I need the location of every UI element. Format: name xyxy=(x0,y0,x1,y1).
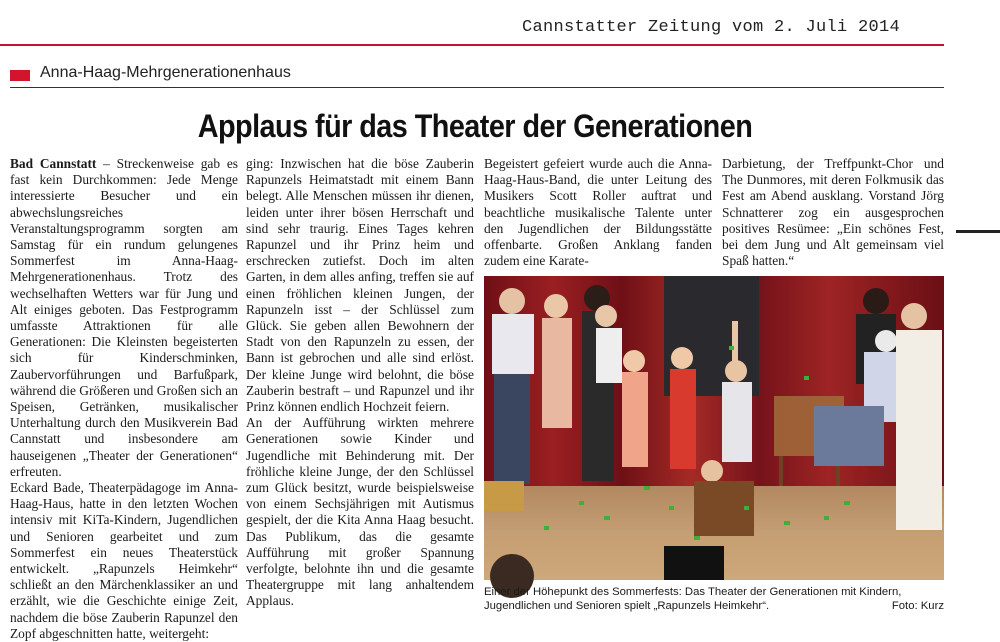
section-rule xyxy=(10,87,944,88)
masthead-rule xyxy=(0,44,944,46)
article-text: – Streckenweise gab es fast kein Durchkommen: Jede Menge interessierte Besucher und ein abwechslungsreiches Veranstaltungsprogramm sorgten am Samstag für ein rundum gelungenes Sommerfest im Anna-Haag-Mehrgenerationenhaus. Trotz des wechselhaften Wetters war für Jung und Alt einiges geboten. Das Festprogramm umfasste Attraktionen für alle Generationen: Die Kleinsten begeisterten sich für Kinderschminken, Zaubervorführungen und Barfußpark, während die Größeren und Großen sich an Speisen, Getränken, musikalischer Unterhaltung durch den Musikverein Bad Cannstatt und insbesondere am hauseigenen „Theater der Generationen“ erfreuten. xyxy=(10,156,238,479)
newspaper-masthead: Cannstatter Zeitung vom 2. Juli 2014 xyxy=(521,18,900,37)
article-column-2 xyxy=(246,156,474,610)
article-paragraph: Eckard Bade, Theaterpädagoge im Anna-Haag-Haus, hatte in den letzten Wochen intensiv mit KiTa-Kindern, Jugendlichen und Senioren gearbeitet und zum Sommerfest ein neues Theaterstück entwickelt. „Rapunzels Heimkehr“ schließt an den Märchenklassiker an und erzählt, wie die Geschichte einige Zeit, nachdem die böse Zauberin Rapunzel den Zopf abgeschnitten hatte, weitergeht: xyxy=(10,480,238,641)
article-column-3 xyxy=(484,156,712,269)
section-marker xyxy=(10,70,30,81)
article-dateline: Bad Cannstatt xyxy=(10,156,97,171)
article-column-4 xyxy=(722,156,944,269)
photo-caption xyxy=(484,585,944,613)
section-title: Anna-Haag-Mehrgenerationenhaus xyxy=(40,64,291,81)
article-headline: Applaus für das Theater der Generationen xyxy=(197,108,753,144)
article-paragraph xyxy=(10,156,238,480)
article-column-1 xyxy=(10,156,238,642)
photo-credit: Foto: Kurz xyxy=(891,600,944,612)
theater-stage-photo xyxy=(484,276,944,580)
caption-text: Einer der Höhepunkt des Sommerfests: Das Theater der Generationen mit Kindern, Jugendlichen und Senioren spielt „Rapunzels Heimkehr“. xyxy=(484,586,902,612)
article-paragraph: An der Aufführung wirkten mehrere Generationen sowie Kinder und Jugendliche mit Behinderung mit. Der fröhliche kleine Junge, der den Schlüssel zum Glück besitzt, wurde beispielsweise von einem Sechsjährigen mit Autismus gespielt, der die Kita Anna Haag besucht. Das Publikum, das die gesamte Aufführung mit großer Spannung verfolgte, belohnte ihn und die gesamte Theatergruppe mit lang anhaltendem Applaus. xyxy=(246,415,474,609)
article-paragraph: Begeistert gefeiert wurde auch die Anna-Haag-Haus-Band, die unter Leitung des Musikers Scott Roller auftrat und beachtliche musikalische Talente unter den Jugendlichen der Bildungsstätte offenbarte. Großen Anklang fanden zudem eine Karate- xyxy=(484,156,712,269)
article-photo xyxy=(484,276,944,580)
page-edge-marker xyxy=(956,230,1000,233)
article-paragraph: Darbietung, der Treffpunkt-Chor und The Dunmores, mit deren Folkmusik das Fest am Abend ausklang. Vorstand Jörg Schnatterer zog ein ausgesprochen positives Resümee: „Ein schönes Fest, bei dem Jung und Alt gemeinsam viel Spaß hatten.“ xyxy=(722,156,944,269)
article-paragraph: ging: Inzwischen hat die böse Zauberin Rapunzels Heimatstadt mit einem Bann belegt. Alle Menschen müssen ihr dienen, leiden unter ihrer bösen Herrschaft und sind sehr traurig. Eines Tages kehren Rapunzel und ihr Prinz heim und erschrecken zutiefst. Doch im alten Garten, in dem alles anfing, treffen sie auf einen fröhlichen kleinen Jungen, der Rapunzeln isst – der Schlüssel zum Glück. Sie geben allen Bewohnern der Stadt von den Rapunzeln zu essen, der Bann ist gebrochen und alle sind erlöst. Der kleine Junge wird belohnt, die böse Zauberin bestraft – und Rapunzel und ihr Prinz können endlich Hochzeit feiern. xyxy=(246,156,474,415)
